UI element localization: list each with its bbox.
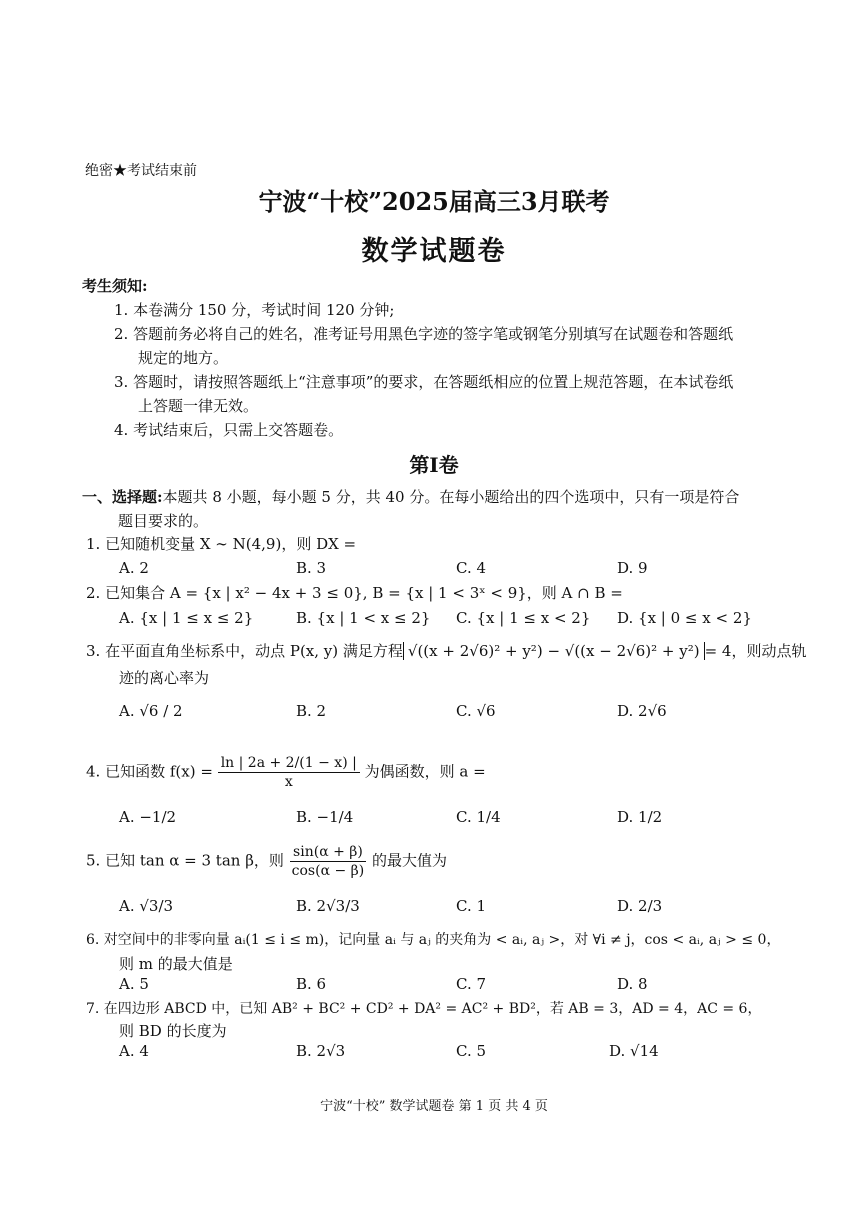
question-7-stem: 7. 在四边形 ABCD 中，已知 AB² + BC² + CD² + DA² = AC² + BD²，若 AB = 3，AD = 4，AC = 6， <box>86 1001 762 1017</box>
notice-item: 1. 本卷满分 150 分，考试时间 120 分钟; <box>114 301 395 319</box>
q5-fraction-denominator: cos(α − β) <box>291 863 365 879</box>
q6-option-b: B. 6 <box>296 975 327 993</box>
q4-option-c: C. 1/4 <box>456 808 501 826</box>
q4-fraction <box>218 754 360 791</box>
q5-stem-pre: 5. 已知 tan α = 3 tan β，则 <box>86 851 284 870</box>
q3-stem-cont: 迹的离心率为 <box>119 669 210 687</box>
section-heading <box>82 485 739 533</box>
q1-option-d: D. 9 <box>617 559 648 577</box>
q3-option-a: A. √6 / 2 <box>119 702 183 720</box>
q4-option-b: B. −1/4 <box>296 808 354 826</box>
q1-option-b: B. 3 <box>296 559 327 577</box>
q3-expression: √((x + 2√6)² + y²) − √((x − 2√6)² + y²) <box>403 642 705 660</box>
paper-title: 数学试题卷 <box>361 236 507 267</box>
notice-item-cont: 上答题一律无效。 <box>138 397 259 415</box>
question-4-stem <box>86 754 486 791</box>
q3-option-d: D. 2√6 <box>617 702 667 720</box>
notice-item-cont: 规定的地方。 <box>138 349 229 367</box>
question-6-stem: 6. 对空间中的非零向量 aᵢ(1 ≤ i ≤ m)，记向量 aᵢ 与 aⱼ 的夹角为 < aᵢ, aⱼ >，对 ∀i ≠ j，cos < aᵢ, aⱼ > ≤ 0， <box>86 932 781 948</box>
q6-option-c: C. 7 <box>456 975 487 993</box>
q2-option-d: D. {x | 0 ≤ x < 2} <box>617 609 752 627</box>
q2-option-c: C. {x | 1 ≤ x < 2} <box>456 609 591 627</box>
notice-list <box>114 298 733 442</box>
q3-option-c: C. √6 <box>456 702 496 720</box>
q6-stem-cont: 则 m 的最大值是 <box>119 955 233 973</box>
question-2-stem: 2. 已知集合 A = {x | x² − 4x + 3 ≤ 0}, B = {x | 1 < 3ˣ < 9}，则 A ∩ B = <box>86 584 623 602</box>
question-3-stem <box>86 640 806 661</box>
q5-option-a: A. √3/3 <box>119 897 174 915</box>
page-footer: 宁波“十校” 数学试题卷 第 1 页 共 4 页 <box>320 1099 548 1114</box>
q3-stem-post: = 4，则动点轨 <box>704 642 807 660</box>
question-1-stem: 1. 已知随机变量 X ∼ N(4,9)，则 DX = <box>86 535 357 553</box>
section-label: 一、选择题: <box>82 488 163 506</box>
q4-fraction-numerator: ln | 2a + 2/(1 − x) | <box>218 754 360 773</box>
q1-option-c: C. 4 <box>456 559 487 577</box>
q5-option-c: C. 1 <box>456 897 487 915</box>
notice-heading: 考生须知: <box>82 277 148 295</box>
q5-fraction <box>289 843 368 880</box>
q6-option-d: D. 8 <box>617 975 648 993</box>
notice-item: 3. 答题时，请按照答题纸上“注意事项”的要求，在答题纸相应的位置上规范答题，在本试卷纸 <box>114 373 734 391</box>
exam-title: 宁波“十校”2025届高三3月联考 <box>258 187 610 216</box>
q3-stem-pre: 3. 在平面直角坐标系中，动点 P(x, y) 满足方程 <box>86 642 403 660</box>
notice-item: 4. 考试结束后，只需上交答题卷。 <box>114 421 344 439</box>
section-text: 本题共 8 小题，每小题 5 分，共 40 分。在每小题给出的四个选项中，只有一项是符合 <box>162 488 740 506</box>
q2-option-b: B. {x | 1 < x ≤ 2} <box>296 609 431 627</box>
q4-stem-post: 为偶函数，则 a = <box>364 762 486 781</box>
q7-stem-cont: 则 BD 的长度为 <box>119 1022 227 1040</box>
q7-option-a: A. 4 <box>119 1042 149 1060</box>
q4-fraction-denominator: x <box>284 774 293 790</box>
q7-option-c: C. 5 <box>456 1042 487 1060</box>
q1-option-a: A. 2 <box>119 559 149 577</box>
confidential-mark: 绝密★考试结束前 <box>85 163 197 179</box>
q7-option-d: D. √14 <box>609 1042 659 1060</box>
q3-option-b: B. 2 <box>296 702 327 720</box>
section-text-cont: 题目要求的。 <box>118 512 209 530</box>
notice-item: 2. 答题前务必将自己的姓名，准考证号用黑色字迹的签字笔或钢笔分别填写在试题卷和答题纸 <box>114 325 734 343</box>
q4-option-d: D. 1/2 <box>617 808 663 826</box>
part-heading: 第Ⅰ卷 <box>409 453 459 477</box>
question-5-stem <box>86 843 447 880</box>
q7-option-b: B. 2√3 <box>296 1042 346 1060</box>
q5-fraction-numerator: sin(α + β) <box>290 843 366 862</box>
q4-option-a: A. −1/2 <box>119 808 177 826</box>
q4-stem-pre: 4. 已知函数 f(x) = <box>86 762 213 781</box>
q5-option-b: B. 2√3/3 <box>296 897 360 915</box>
q6-option-a: A. 5 <box>119 975 149 993</box>
q5-option-d: D. 2/3 <box>617 897 663 915</box>
q2-option-a: A. {x | 1 ≤ x ≤ 2} <box>119 609 254 627</box>
q5-stem-post: 的最大值为 <box>372 851 448 870</box>
